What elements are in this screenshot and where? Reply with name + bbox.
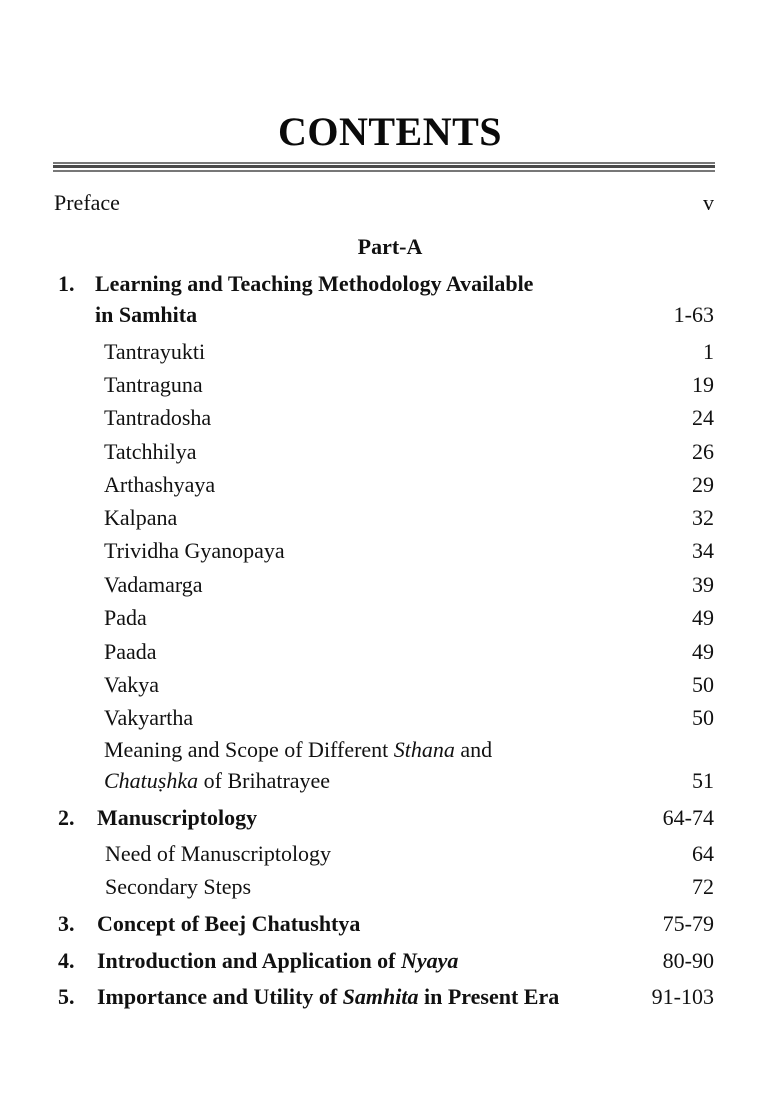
section-label: Tantrayukti	[104, 339, 206, 364]
chapter-title: Concept of Beej Chatushtya	[97, 911, 361, 936]
chapter-number: 3.	[58, 911, 75, 936]
section-label: Vadamarga	[104, 572, 203, 597]
section-page: 72	[692, 874, 714, 899]
chapter-pages: 1-63	[673, 302, 714, 327]
section-label: Vakyartha	[104, 705, 194, 730]
chapter-number: 2.	[58, 805, 75, 830]
part-heading: Part-A	[357, 234, 423, 259]
section-page: 50	[692, 672, 714, 697]
toc-entry-label: Preface	[54, 190, 120, 215]
chapter-title: Learning and Teaching Methodology Available	[95, 271, 534, 296]
section-page: 49	[692, 605, 714, 630]
label-italic-term: Chatuṣhka	[104, 768, 199, 793]
chapter-number: 5.	[58, 984, 75, 1009]
chapter-pages: 91-103	[651, 984, 714, 1009]
chapter-pages: 80-90	[662, 948, 714, 973]
chapter-number: 4.	[58, 948, 75, 973]
title-italic-term: Nyaya	[401, 948, 459, 973]
section-page: 19	[692, 372, 714, 397]
section-label: Arthashyaya	[104, 472, 216, 497]
section-page: 1	[703, 339, 714, 364]
section-label: Paada	[104, 639, 157, 664]
label-text: of Brihatrayee	[198, 768, 331, 793]
section-page: 39	[692, 572, 714, 597]
title-text: Importance and Utility of	[97, 984, 343, 1009]
section-page: 50	[692, 705, 714, 730]
title-text: in Present Era	[418, 984, 560, 1009]
title-text: Introduction and Application of	[97, 948, 402, 973]
section-label: Tantradosha	[104, 405, 212, 430]
section-label: Vakya	[104, 672, 159, 697]
title-divider-middle	[53, 165, 715, 168]
section-page: 49	[692, 639, 714, 664]
toc-entry-page: v	[703, 190, 714, 215]
section-page: 32	[692, 505, 714, 530]
section-label: Tantraguna	[104, 372, 203, 397]
section-page: 51	[692, 768, 714, 793]
chapter-title: Manuscriptology	[97, 805, 258, 830]
title-divider-top	[53, 162, 715, 164]
section-label: Kalpana	[104, 505, 178, 530]
title-divider-bottom	[53, 170, 715, 172]
chapter-title	[97, 948, 458, 974]
title-italic-term: Samhita	[342, 984, 419, 1009]
label-text: Meaning and Scope of Different	[104, 737, 394, 762]
section-label: Tatchhilya	[104, 439, 197, 464]
label-text: and	[454, 737, 493, 762]
chapter-title-cont: in Samhita	[95, 302, 198, 327]
section-label-line1	[104, 737, 492, 763]
section-label: Secondary Steps	[105, 874, 252, 899]
page-title: CONTENTS	[277, 109, 503, 154]
chapter-pages: 75-79	[662, 911, 714, 936]
section-page: 24	[692, 405, 714, 430]
section-label: Trividha Gyanopaya	[104, 538, 285, 563]
section-page: 26	[692, 439, 714, 464]
section-label-line2	[104, 768, 330, 794]
section-page: 29	[692, 472, 714, 497]
chapter-title	[97, 984, 559, 1010]
section-page: 64	[692, 841, 714, 866]
section-label: Pada	[104, 605, 147, 630]
chapter-pages: 64-74	[662, 805, 714, 830]
chapter-number: 1.	[58, 271, 75, 296]
section-label: Need of Manuscriptology	[105, 841, 332, 866]
label-italic-term: Sthana	[393, 737, 455, 762]
section-page: 34	[692, 538, 714, 563]
